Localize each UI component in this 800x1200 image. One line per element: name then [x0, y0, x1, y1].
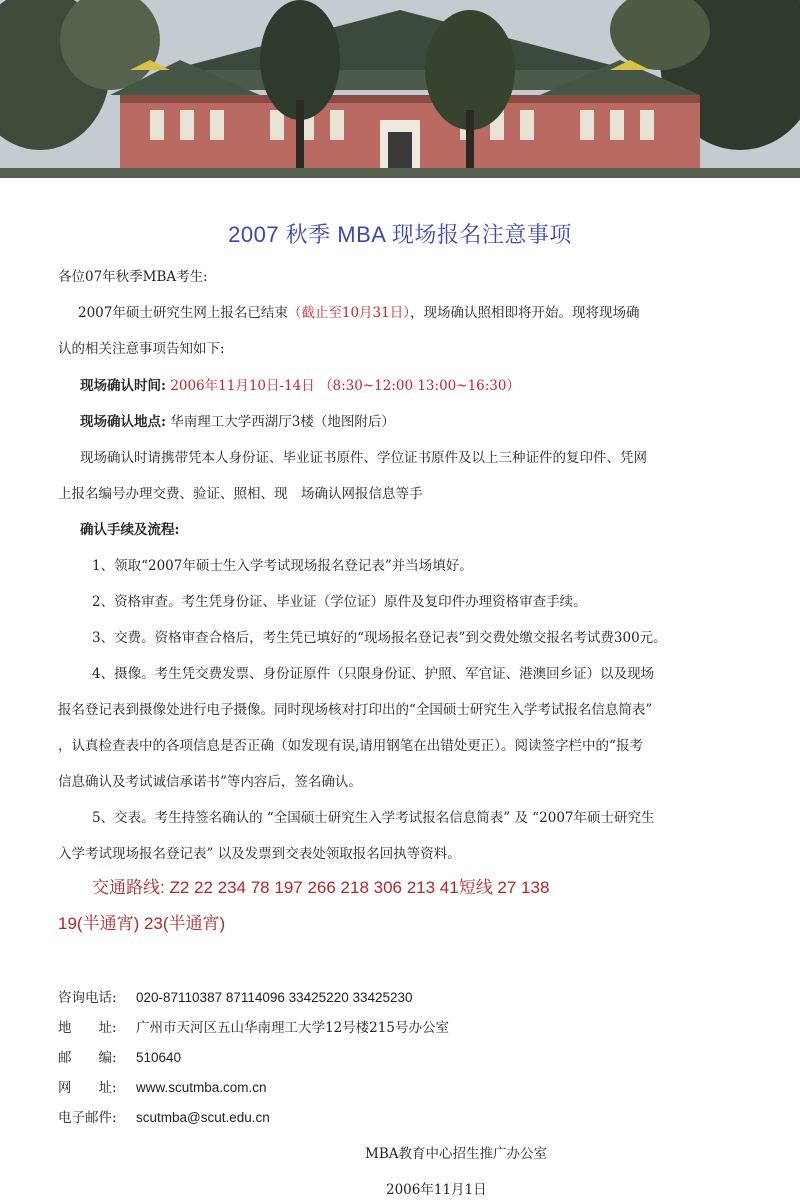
email-link[interactable]: scutmba@scut.edu.cn	[136, 1110, 270, 1125]
confirm-place-value: 华南理工大学西湖厅3楼（地图附后）	[170, 414, 395, 430]
phone-value: 020-87110387 87114096 33425220 33425230	[136, 990, 413, 1005]
page-title: 2007 秋季 MBA 现场报名注意事项	[228, 222, 572, 247]
step-5-line2: 入学考试现场报名登记表” 以及发票到交表处领取报名回执等资料。	[58, 846, 461, 862]
traffic-routes-line2: 19(半通宵) 23(半通宵)	[58, 914, 226, 933]
zip-label: 邮 编:	[58, 1050, 117, 1066]
step-4-line4: 信息确认及考试诚信承诺书”等内容后，签名确认。	[58, 774, 362, 790]
step-2: 2、资格审查。考生凭身份证、毕业证（学位证）原件及复印件办理资格审查手续。	[92, 594, 587, 610]
step-4-line2: 报名登记表到摄像处进行电子摄像。同时现场核对打印出的“全国硕士研究生入学考试报名信息简表”	[58, 702, 653, 718]
intro-text-after: ，现场确认照相即将开始。现将现场确	[409, 305, 640, 321]
intro-paragraph	[58, 301, 778, 321]
contact-email	[58, 1106, 270, 1126]
confirm-time	[80, 374, 800, 394]
traffic-routes-line1: 交通路线: Z2 22 234 78 197 266 218 306 213 41短线 27 138	[92, 878, 550, 897]
zip-value: 510640	[136, 1050, 182, 1065]
email-label: 电子邮件:	[58, 1110, 117, 1126]
confirm-place-label: 现场确认地点:	[80, 414, 166, 430]
procedure-heading: 确认手续及流程:	[80, 522, 180, 538]
step-4-line1: 4、摄像。考生凭交费发票、身份证原件（只限身份证、护照、军官证、港澳回乡证）以及现场	[92, 666, 655, 682]
confirm-place	[80, 410, 800, 430]
step-1: 1、领取“2007年硕士生入学考试现场报名登记表”并当场填好。	[92, 558, 473, 574]
banner-photo	[0, 0, 800, 178]
phone-label: 咨询电话:	[58, 990, 117, 1006]
contact-website	[58, 1076, 267, 1096]
address-label: 地 址:	[58, 1020, 117, 1036]
address-value: 广州市天河区五山华南理工大学12号楼215号办公室	[136, 1020, 449, 1036]
contact-address	[58, 1016, 449, 1036]
intro-deadline: （截止至10月31日）	[287, 305, 410, 321]
contact-phone	[58, 986, 413, 1006]
salutation: 各位07年秋季MBA考生:	[58, 269, 208, 285]
materials-line2: 上报名编号办理交费、验证、照相、现 场确认网报信息等手	[58, 486, 423, 502]
step-4-line3: ，认真检查表中的各项信息是否正确（如发现有误,请用钢笔在出错处更正）。阅读签字栏中的“报考	[58, 738, 643, 754]
materials-line1: 现场确认时请携带凭本人身份证、毕业证书原件、学位证书原件及以上三种证件的复印件、凭网	[80, 450, 647, 466]
step-5-line1: 5、交表。考生持签名确认的 “全国硕士研究生入学考试报名信息简表” 及 “2007年硕士研究生	[92, 810, 655, 826]
website-label: 网 址:	[58, 1080, 117, 1096]
signature-org: MBA教育中心招生推广办公室	[365, 1146, 547, 1162]
campus-building-image	[0, 0, 800, 178]
website-link[interactable]: www.scutmba.com.cn	[136, 1080, 267, 1095]
confirm-time-value: 2006年11月10日-14日 （8:30~12:00 13:00~16:30）	[170, 378, 520, 394]
intro-line2: 认的相关注意事项告知如下:	[58, 341, 225, 357]
intro-text-before: 2007年硕士研究生网上报名已结束	[78, 305, 288, 321]
contact-zip	[58, 1046, 181, 1066]
signature-date: 2006年11月1日	[386, 1182, 487, 1198]
step-3: 3、交费。资格审查合格后，考生凭已填好的“现场报名登记表”到交费处缴交报名考试费300元。	[92, 630, 667, 646]
confirm-time-label: 现场确认时间:	[80, 378, 166, 394]
